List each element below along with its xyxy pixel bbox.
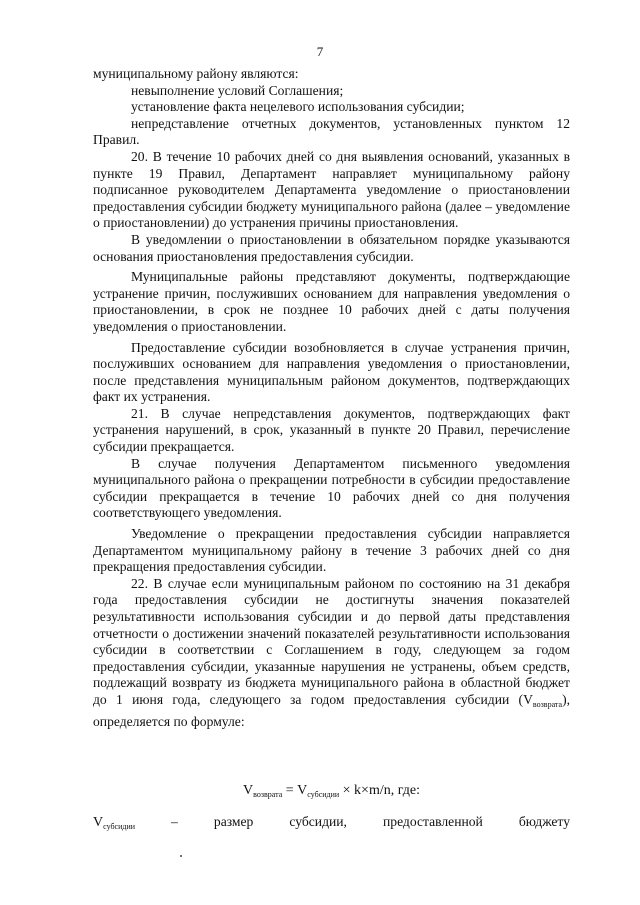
definition-symbol <box>93 815 135 831</box>
paragraph: 21. В случае непредставления документов, подтверждающих факт устранения нарушений, в срок, указанный в пункте 20 Правил, перечисление субсидии прекращается. <box>93 405 570 455</box>
paragraph: В случае получения Департаментом письменного уведомления муниципального района о прекращении потребности в субсидии предоставление субсидии прекращается в течение 10 рабочих дней со дня получения соответствующего уведомления. <box>93 455 570 521</box>
definition-v: V <box>93 815 104 830</box>
definition-word: бюджету <box>518 814 570 829</box>
definition-row <box>93 814 570 831</box>
formula-equals: = <box>282 783 298 798</box>
paragraph <box>93 576 570 730</box>
paragraph: В уведомлении о приостановлении в обязательном порядке указываются основания приостановления предоставления субсидии. <box>93 231 570 264</box>
document-body <box>93 66 570 730</box>
paragraph: муниципальному району являются: <box>93 66 299 81</box>
definition-sub: субсидии <box>103 822 135 831</box>
list-item: установление факта нецелевого использования субсидии; <box>131 99 465 115</box>
formula-v: V <box>297 783 308 798</box>
definition-word: субсидии, <box>289 814 347 829</box>
subscript-return: возврата <box>532 699 563 709</box>
formula-v: V <box>242 783 254 798</box>
paragraph: Уведомление о прекращении предоставления субсидии направляется Департаментом муниципальному району в течение 3 рабочих дней со дня прекращения предоставления субсидии. <box>93 526 570 575</box>
definition-word: размер <box>213 814 254 829</box>
paragraph-tail: ), определяется по формуле: <box>93 691 570 729</box>
formula-sub-subsidy: субсидии <box>307 790 340 799</box>
page-number: 7 <box>316 44 324 59</box>
paragraph-text: 22. В случае если муниципальным районом по состоянию на 31 декабря года предоставления субсидии не достигнуты значения показателей результативности использования субсидии и до первой даты представления отчетности о достижении значений показателей результативности использования субсидии в соответствии с Соглашением в году, следующем за годом предоставления субсидии, указанные нарушения не устранены, объем средств, подлежащий возврату из бюджета муниципального района в областной бюджет до 1 июня года, следующего за годом предоставления субсидии (V <box>93 575 570 707</box>
paragraph: Предоставление субсидии возобновляется в случае устранения причин, послуживших основанием для направления уведомления о приостановлении, после представления муниципальным районом документов, подтверждающих факт их устранения. <box>93 339 570 405</box>
paragraph: Муниципальные районы представляют документы, подтверждающие устранение причин, послуживших основанием для направления уведомления о приостановлении, в срок не позднее 10 рабочих дней с даты получения уведомления о приостановлении. <box>93 269 570 334</box>
definition-dash: – <box>171 814 178 829</box>
definition-word: предоставленной <box>383 814 483 829</box>
formula-rest: × k×m/n <box>339 783 391 798</box>
list-item: невыполнение условий Соглашения; <box>131 82 344 98</box>
list-item: непредставление отчетных документов, установленных пунктом 12 Правил. <box>93 115 570 148</box>
formula-where: , где: <box>390 783 421 798</box>
paragraph: 20. В течение 10 рабочих дней со дня выявления оснований, указанных в пункте 19 Правил, Департамент направляет муниципальному району подписанное руководителем Департамента уведомление о приостановлении предоставления субсидии бюджету муниципального района (далее – уведомление о приостановлении) до устранения причины приостановления. <box>93 148 570 231</box>
scan-speck <box>180 855 182 857</box>
return-formula <box>93 783 570 799</box>
formula-sub-return: возврата <box>253 790 283 799</box>
